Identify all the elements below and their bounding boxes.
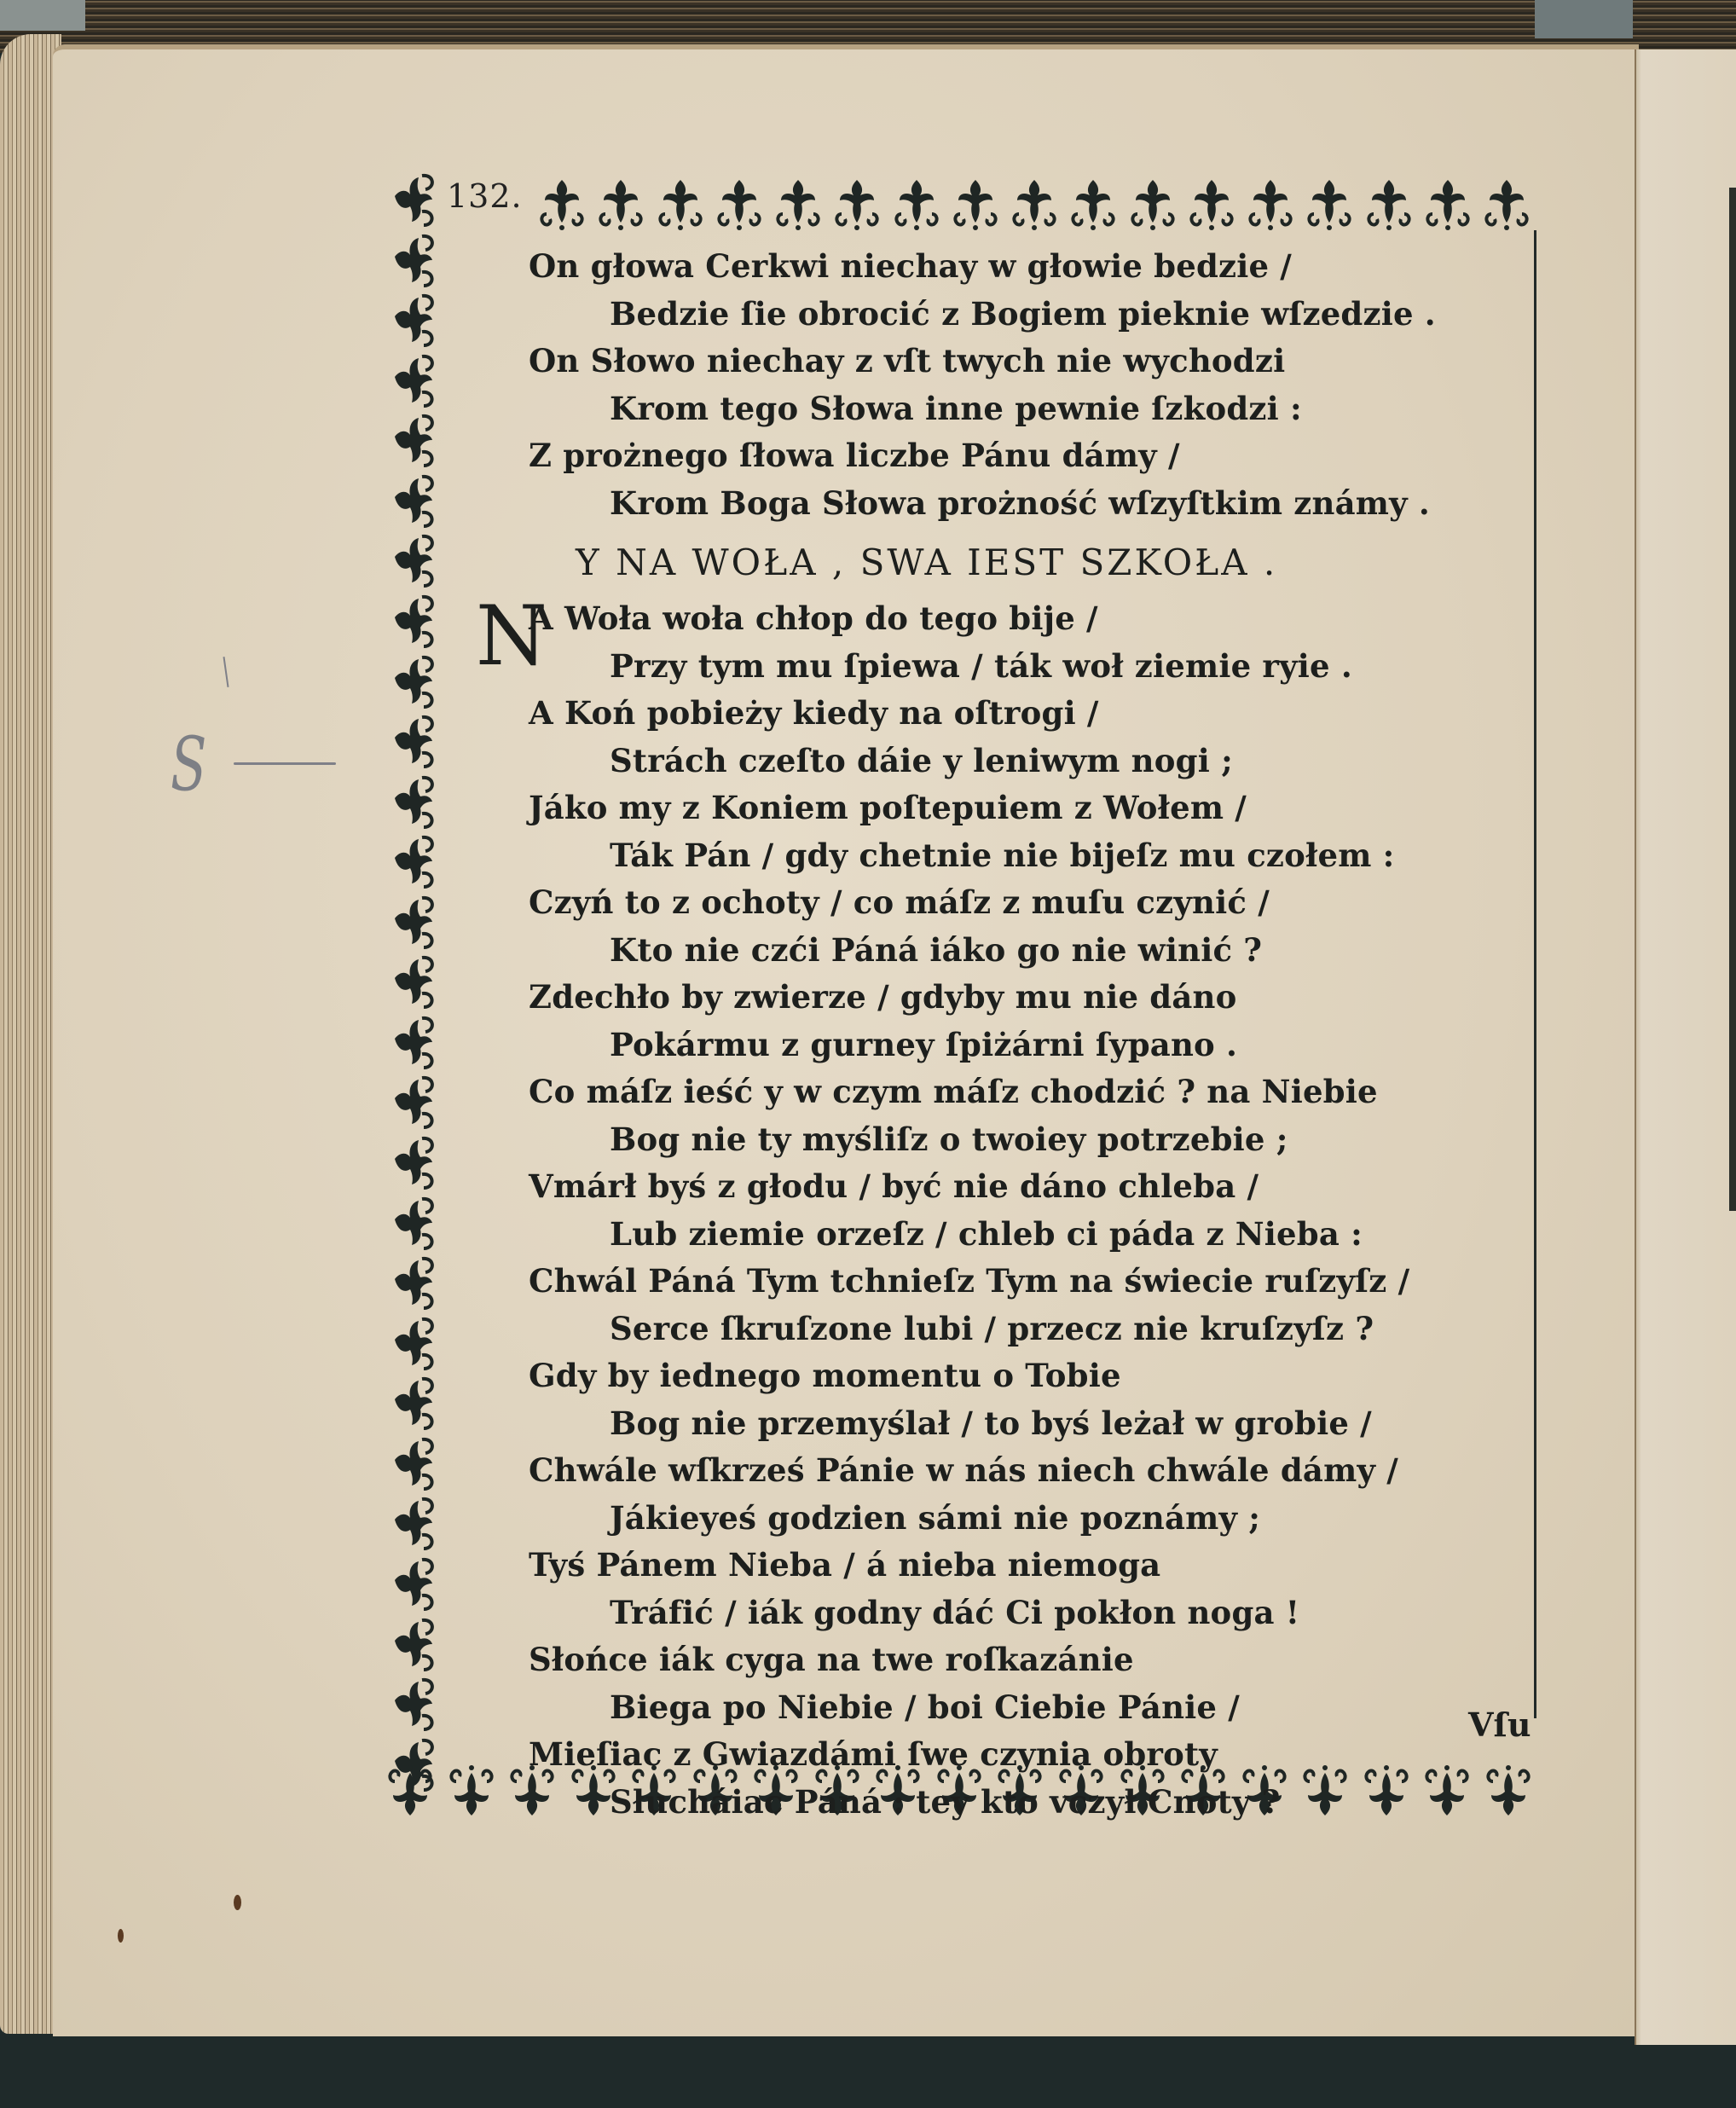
verse-line: Słucháiac Páná : tey kto vczył Cnoty ?: [610, 1782, 1281, 1821]
fleuron-icon: [713, 177, 766, 233]
verse-line: Vmárł byś z głodu / być nie dáno chleba /: [529, 1167, 1259, 1205]
verse-line: Chwál Páná Tym tchnieſz Tym na świecie ruſzyſz /: [529, 1262, 1410, 1300]
verse-line: Kto nie czći Páná iáko go nie winić ?: [610, 930, 1263, 969]
verse-line: Bedzie ſie obrocić z Bogiem pieknie wſzedzie .: [610, 294, 1436, 333]
verse-line: Bog nie przemyślał / to byś leżał w grobie /: [610, 1404, 1372, 1442]
fleuron-icon: [387, 1314, 440, 1374]
fleuron-icon: [949, 177, 1002, 233]
verse-line: Krom tego Słowa inne pewnie ſzkodzi :: [610, 389, 1302, 427]
fleuron-icon: [387, 712, 440, 772]
cover-cloth: [1535, 0, 1633, 38]
drop-cap: N: [476, 588, 547, 684]
fleuron-icon: [387, 1013, 440, 1073]
top-ornament-border: [535, 175, 1533, 235]
fleuron-icon: [387, 1194, 440, 1254]
ink-spot: [118, 1929, 124, 1943]
verse-line: Co máſz ieść y w czym máſz chodzić ? na Niebie: [529, 1073, 1378, 1110]
fleuron-icon: [387, 893, 440, 953]
fleuron-icon: [387, 1073, 440, 1132]
poem-text-block: [476, 243, 1526, 1826]
fleuron-icon: [387, 231, 440, 291]
verse-line: Biega po Niebie / boi Ciebie Pánie /: [610, 1688, 1240, 1726]
fleuron-icon: [1185, 177, 1238, 233]
verse-line: Czyń to z ochoty / co máſz z muſu czynić /: [529, 883, 1270, 921]
verse-line: A Woła woła chłop do tego bije /: [529, 599, 1098, 637]
page-number: 132.: [447, 177, 523, 215]
verse-line: Zdechło by zwierze / gdyby mu nie dáno: [529, 978, 1237, 1016]
stanza-2: [476, 588, 1526, 1826]
verse-line: Lub ziemie orzeſz / chleb ci páda z Nieba :: [610, 1214, 1363, 1253]
fleuron-icon: [1244, 177, 1297, 233]
fleuron-icon: [387, 1494, 440, 1554]
catchword: Vſu: [1468, 1706, 1531, 1744]
fleuron-icon: [387, 592, 440, 652]
fleuron-icon: [1303, 177, 1356, 233]
fleuron-icon: [830, 177, 883, 233]
fleuron-icon: [387, 1675, 440, 1734]
fleuron-icon: [387, 953, 440, 1012]
pencil-margin-dash: [234, 762, 336, 765]
verse-line: Gdy by iednego momentu o Tobie: [529, 1357, 1121, 1394]
fleuron-icon: [594, 177, 647, 233]
fleuron-icon: [387, 652, 440, 712]
facing-page-edge: [1635, 49, 1736, 2045]
fleuron-icon: [387, 1615, 440, 1675]
fleuron-icon: [387, 171, 440, 230]
verse-line: Pokármu z gurney ſpiżárni ſypano .: [610, 1025, 1238, 1063]
fleuron-icon: [654, 177, 707, 233]
fleuron-icon: [445, 1763, 498, 1819]
verse-line: Krom Boga Słowa prożność wſzyſtkim známy .: [610, 484, 1430, 522]
fleuron-icon: [1067, 177, 1120, 233]
verse-line: Jákieyeś godzien sámi nie poznámy ;: [610, 1498, 1261, 1537]
fleuron-icon: [387, 472, 440, 531]
book-cover-bottom: [0, 2030, 1736, 2108]
right-border-rule: [1534, 230, 1536, 1718]
fleuron-icon: [772, 177, 825, 233]
left-ornament-border: [384, 171, 443, 1795]
verse-line: Strách czeſto dáie y leniwym nogi ;: [610, 741, 1233, 779]
fleuron-icon: [1126, 177, 1179, 233]
stanza-1: [529, 243, 1526, 527]
fleuron-icon: [387, 351, 440, 411]
verse-line: On Słowo niechay z vſt twych nie wychodzi: [529, 342, 1286, 379]
verse-line: Serce ſkruſzone lubi / przecz nie kruſzyſz ?: [610, 1309, 1374, 1347]
verse-line: Tyś Pánem Nieba / á nieba niemoga: [529, 1546, 1161, 1584]
section-heading: Y NA WOŁA , SWA IEST SZKOŁA .: [576, 541, 1278, 583]
verse-line: On głowa Cerkwi niechay w głowie bedzie /: [529, 247, 1293, 285]
fleuron-icon: [1480, 177, 1533, 233]
fleuron-icon: [387, 832, 440, 892]
cover-cloth: [0, 0, 85, 31]
ink-spot: [234, 1895, 241, 1910]
fleuron-icon: [387, 291, 440, 350]
verse-line: A Koń pobieży kiedy na oſtrogi /: [529, 694, 1099, 732]
fleuron-icon: [387, 773, 440, 832]
fleuron-icon: [384, 1763, 437, 1819]
verse-line: Mieſiac z Gwiazdámi ſwe czynia obroty: [529, 1735, 1218, 1773]
verse-line: Z prożnego ſłowa liczbe Pánu dámy /: [529, 437, 1180, 474]
fleuron-icon: [387, 1555, 440, 1614]
verse-line: Jáko my z Koniem poſtepuiem z Wołem /: [529, 789, 1247, 826]
pencil-margin-letter: S: [171, 721, 207, 808]
verse-line: Tráfić / iák godny dáć Ci pokłon noga !: [610, 1593, 1300, 1631]
fleuron-icon: [387, 531, 440, 591]
fleuron-icon: [387, 1254, 440, 1313]
fleuron-icon: [387, 1434, 440, 1494]
verse-line: Bog nie ty myśliſz o twoiey potrzebie ;: [610, 1120, 1288, 1158]
fleuron-icon: [535, 177, 588, 233]
fleuron-icon: [890, 177, 943, 233]
verse-line: Chwále wſkrześ Pánie w nás niech chwále dámy /: [529, 1451, 1398, 1489]
facing-page-shadow: [1729, 188, 1736, 1211]
fleuron-icon: [1008, 177, 1061, 233]
verse-line: Ták Pán / gdy chetnie nie bijeſz mu czołem :: [610, 836, 1395, 874]
fleuron-icon: [387, 1133, 440, 1193]
fleuron-icon: [387, 411, 440, 471]
fleuron-icon: [387, 1374, 440, 1433]
fleuron-icon: [1421, 177, 1474, 233]
fleuron-icon: [1363, 177, 1415, 233]
verse-line: Słońce iák cyga na twe roſkazánie: [529, 1641, 1134, 1678]
verse-line: Przy tym mu ſpiewa / ták woł ziemie ryie .: [610, 646, 1352, 685]
